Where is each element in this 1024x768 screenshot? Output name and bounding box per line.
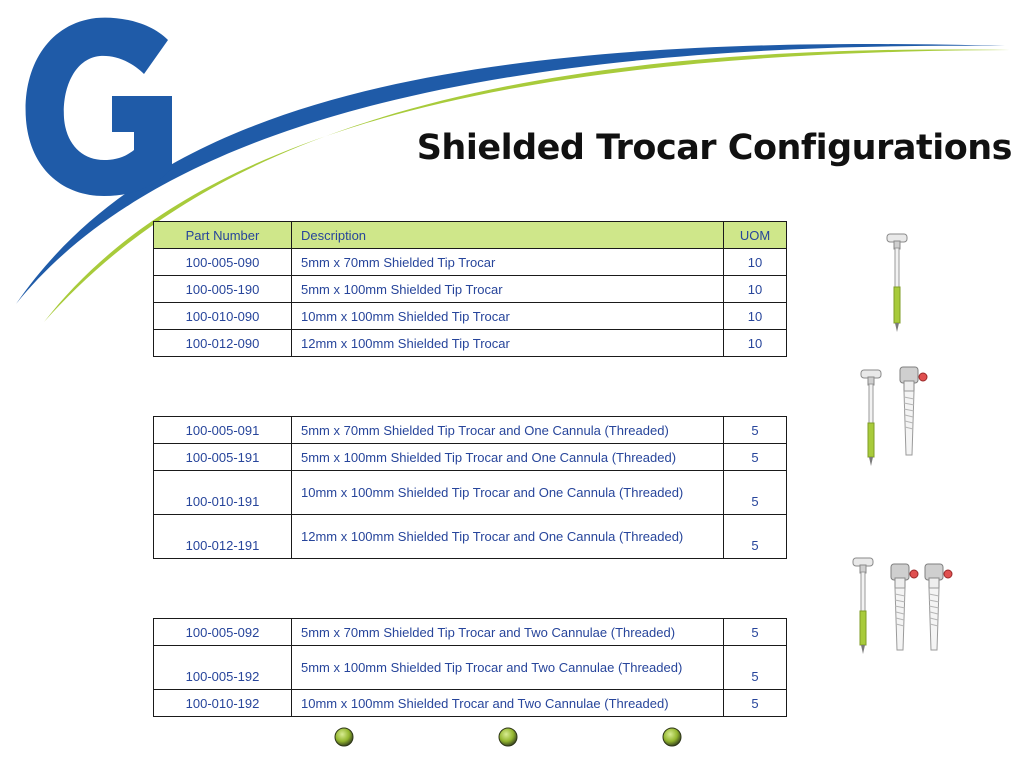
cannula-icon bbox=[885, 562, 921, 656]
table-row bbox=[154, 619, 787, 646]
cannula-icon bbox=[894, 365, 930, 461]
description-cell: 10mm x 100mm Shielded Tip Trocar and One Cannula (Threaded) bbox=[292, 471, 724, 515]
parts-table-trocar-only bbox=[153, 221, 787, 357]
cannula-icon bbox=[919, 562, 955, 656]
part-number-cell: 100-010-191 bbox=[154, 471, 292, 515]
part-number-cell: 100-005-192 bbox=[154, 646, 292, 690]
uom-cell: 10 bbox=[724, 303, 787, 330]
uom-cell: 5 bbox=[724, 417, 787, 444]
column-header-uom: UOM bbox=[724, 222, 787, 249]
description-cell: 5mm x 70mm Shielded Tip Trocar and Two Cannulae (Threaded) bbox=[292, 619, 724, 646]
uom-cell: 5 bbox=[724, 619, 787, 646]
nav-dot-icon[interactable] bbox=[334, 727, 354, 747]
description-cell: 5mm x 100mm Shielded Tip Trocar bbox=[292, 276, 724, 303]
description-cell: 12mm x 100mm Shielded Tip Trocar and One Cannula (Threaded) bbox=[292, 515, 724, 559]
description-cell: 5mm x 70mm Shielded Tip Trocar bbox=[292, 249, 724, 276]
part-number-cell: 100-010-090 bbox=[154, 303, 292, 330]
description-cell: 10mm x 100mm Shielded Tip Trocar bbox=[292, 303, 724, 330]
part-number-cell: 100-005-091 bbox=[154, 417, 292, 444]
parts-table-two-cannulae bbox=[153, 618, 787, 717]
uom-cell: 5 bbox=[724, 515, 787, 559]
part-number-cell: 100-005-090 bbox=[154, 249, 292, 276]
table-row bbox=[154, 417, 787, 444]
table-row bbox=[154, 276, 787, 303]
trocar-icon bbox=[884, 232, 910, 334]
table-row bbox=[154, 515, 787, 559]
uom-cell: 5 bbox=[724, 690, 787, 717]
uom-cell: 10 bbox=[724, 330, 787, 357]
nav-dot-icon[interactable] bbox=[662, 727, 682, 747]
description-cell: 10mm x 100mm Shielded Trocar and Two Cannulae (Threaded) bbox=[292, 690, 724, 717]
description-cell: 5mm x 70mm Shielded Tip Trocar and One Cannula (Threaded) bbox=[292, 417, 724, 444]
trocar-icon bbox=[858, 368, 884, 468]
description-cell: 12mm x 100mm Shielded Tip Trocar bbox=[292, 330, 724, 357]
part-number-cell: 100-012-191 bbox=[154, 515, 292, 559]
description-cell: 5mm x 100mm Shielded Tip Trocar and Two Cannulae (Threaded) bbox=[292, 646, 724, 690]
trocar-icon bbox=[850, 556, 876, 656]
uom-cell: 5 bbox=[724, 471, 787, 515]
part-number-cell: 100-005-190 bbox=[154, 276, 292, 303]
column-header-part-number: Part Number bbox=[154, 222, 292, 249]
column-header-description: Description bbox=[292, 222, 724, 249]
table-row bbox=[154, 646, 787, 690]
uom-cell: 5 bbox=[724, 444, 787, 471]
part-number-cell: 100-005-092 bbox=[154, 619, 292, 646]
part-number-cell: 100-010-192 bbox=[154, 690, 292, 717]
table-row bbox=[154, 690, 787, 717]
table-row bbox=[154, 330, 787, 357]
uom-cell: 5 bbox=[724, 646, 787, 690]
slide-title: Shielded Trocar Configurations bbox=[416, 128, 1012, 168]
part-number-cell: 100-005-191 bbox=[154, 444, 292, 471]
table-row bbox=[154, 303, 787, 330]
uom-cell: 10 bbox=[724, 276, 787, 303]
table-header-row bbox=[154, 222, 787, 249]
description-cell: 5mm x 100mm Shielded Tip Trocar and One Cannula (Threaded) bbox=[292, 444, 724, 471]
table-row bbox=[154, 249, 787, 276]
parts-table-one-cannula bbox=[153, 416, 787, 559]
part-number-cell: 100-012-090 bbox=[154, 330, 292, 357]
uom-cell: 10 bbox=[724, 249, 787, 276]
table-row bbox=[154, 471, 787, 515]
table-row bbox=[154, 444, 787, 471]
nav-dot-icon[interactable] bbox=[498, 727, 518, 747]
